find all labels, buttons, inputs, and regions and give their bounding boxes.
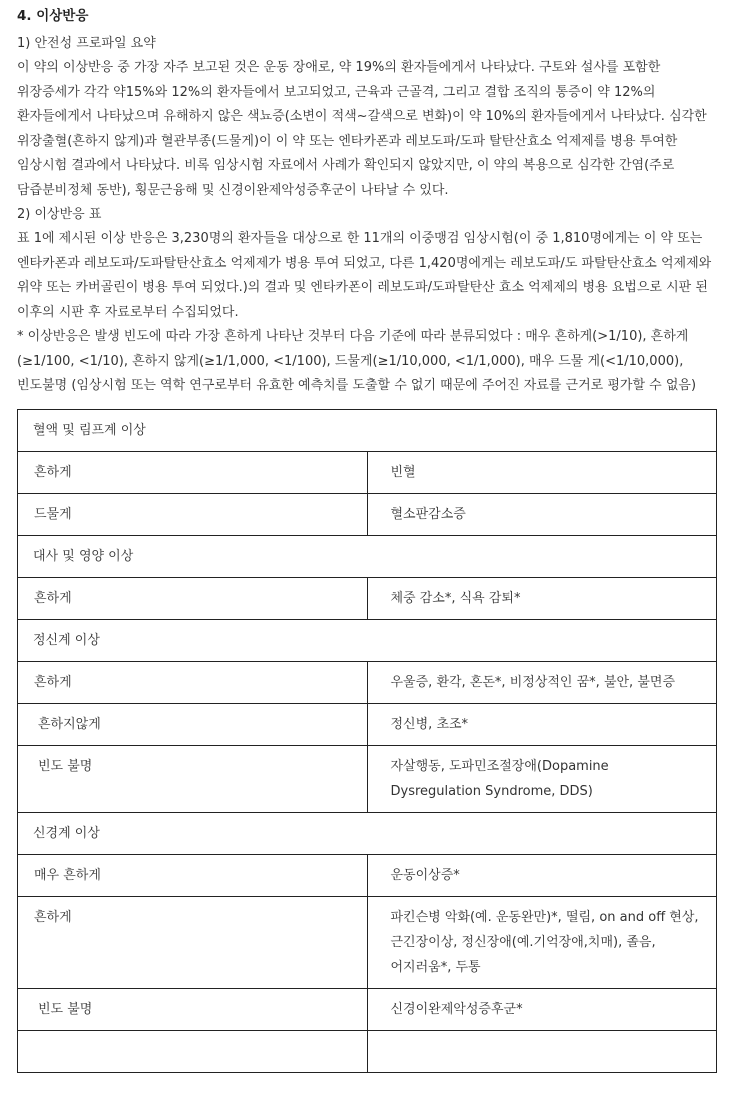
frequency-cell: 빈도 불명 (18, 745, 368, 812)
table-row (18, 577, 717, 619)
adverse-reaction-table (17, 409, 717, 1073)
table-row (18, 661, 717, 703)
section-blood-lymph: 혈액 및 림프계 이상 (18, 409, 717, 451)
frequency-cell: 매우 흔하게 (18, 854, 368, 896)
table-row (18, 493, 717, 535)
reaction-cell (367, 1030, 717, 1072)
reaction-cell: 우울증, 환각, 혼돈*, 비정상적인 꿈*, 불안, 불면증 (367, 661, 717, 703)
table-row (18, 896, 717, 988)
table-section-row (18, 409, 717, 451)
reaction-cell: 운동이상증* (367, 854, 717, 896)
section-metabolism: 대사 및 영양 이상 (18, 535, 717, 577)
frequency-cell: 흔하게 (18, 896, 368, 988)
table-row (18, 451, 717, 493)
table-row (18, 1030, 717, 1072)
section-title: 4. 이상반응 (17, 8, 89, 24)
table-section-row (18, 535, 717, 577)
frequency-cell: 빈도 불명 (18, 988, 368, 1030)
table-row (18, 745, 717, 812)
frequency-cell: 드물게 (18, 493, 368, 535)
table-row (18, 854, 717, 896)
frequency-cell: 흔하지않게 (18, 703, 368, 745)
table-section-row (18, 619, 717, 661)
reaction-cell: 신경이완제악성증후군* (367, 988, 717, 1030)
safety-profile-paragraph: 이 약의 이상반응 중 가장 자주 보고된 것은 운동 장애로, 약 19%의 환자들에게서 나타났다. 구토와 설사를 포함한 위장증세가 각각 약15%와 12%의 환자들에서 보고되었고, 근육과 근골격, 그리고 결합 조직의 통증이 약 12%의 환자들에게서 나타났으며 유해하지 않은 색뇨증(소변이 적색~갈색으로 변화)이 약 10%의 환자들에게서 나타났다. 심각한 위장출혈(흔하지 않게)과 혈관부종(드물게)이 이 약 또는 엔타카폰과 레보도파/도파 탈탄산효소 억제제를 병용 투여한 임상시험 결과에서 나타났다. 비록 임상시험 자료에서 사례가 확인되지 않았지만, 이 약의 복용으로 심각한 간염(주로 담즙분비정체 동반), 횡문근융해 및 신경이완제악성증후군이 나타날 수 있다. (17, 60, 707, 198)
section-psychiatric: 정신계 이상 (18, 619, 717, 661)
subsection-1-title: 1) 안전성 프로파일 요약 (17, 36, 156, 51)
adverse-reaction-table-intro: 표 1에 제시된 이상 반응은 3,230명의 환자들을 대상으로 한 11개의 이중맹검 임상시험(이 중 1,810명에게는 이 약 또는 엔타카폰과 레보도파/도파탈탄산효소 억제제가 병용 투여 되었고, 다른 1,420명에게는 레보도파/도 파탈탄산효소 억제제와 위약 또는 카버골린이 병용 투여 되었다.)의 결과 및 엔타카폰이 레보도파/도파탈탄산 효소 억제제의 병용 요법으로 시판 된 이후의 시판 후 자료로부터 수집되었다. (17, 231, 712, 320)
frequency-cell: 흔하게 (18, 577, 368, 619)
table-row (18, 703, 717, 745)
frequency-cell: 흔하게 (18, 451, 368, 493)
reaction-cell: 파킨슨병 악화(예. 운동완만)*, 떨림, on and off 현상, 근긴장이상, 정신장애(예.기억장애,치매), 졸음, 어지러움*, 두통 (367, 896, 717, 988)
frequency-cell (18, 1030, 368, 1072)
reaction-cell: 자살행동, 도파민조절장애(Dopamine Dysregulation Syndrome, DDS) (367, 745, 717, 812)
reaction-cell: 정신병, 초조* (367, 703, 717, 745)
reaction-cell: 혈소판감소증 (367, 493, 717, 535)
subsection-2-title: 2) 이상반응 표 (17, 207, 102, 222)
frequency-cell: 흔하게 (18, 661, 368, 703)
reaction-cell: 체중 감소*, 식욕 감퇴* (367, 577, 717, 619)
reaction-cell: 빈혈 (367, 451, 717, 493)
table-row (18, 988, 717, 1030)
frequency-classification-note: * 이상반응은 발생 빈도에 따라 가장 흔하게 나타난 것부터 다음 기준에 따라 분류되었다 : 매우 흔하게(>1/10), 흔하게(≥1/100, <1/10), 흔하지 않게(≥1/1,000, <1/100), 드물게(≥1/10,000, <1/1,000), 매우 드물 게(<1/10,000), 빈도불명 (임상시험 또는 역학 연구로부터 유효한 예측치를 도출할 수 없기 때문에 주어진 자료를 근거로 평가할 수 없음) (17, 329, 697, 393)
section-nervous-system: 신경계 이상 (18, 812, 717, 854)
table-section-row (18, 812, 717, 854)
